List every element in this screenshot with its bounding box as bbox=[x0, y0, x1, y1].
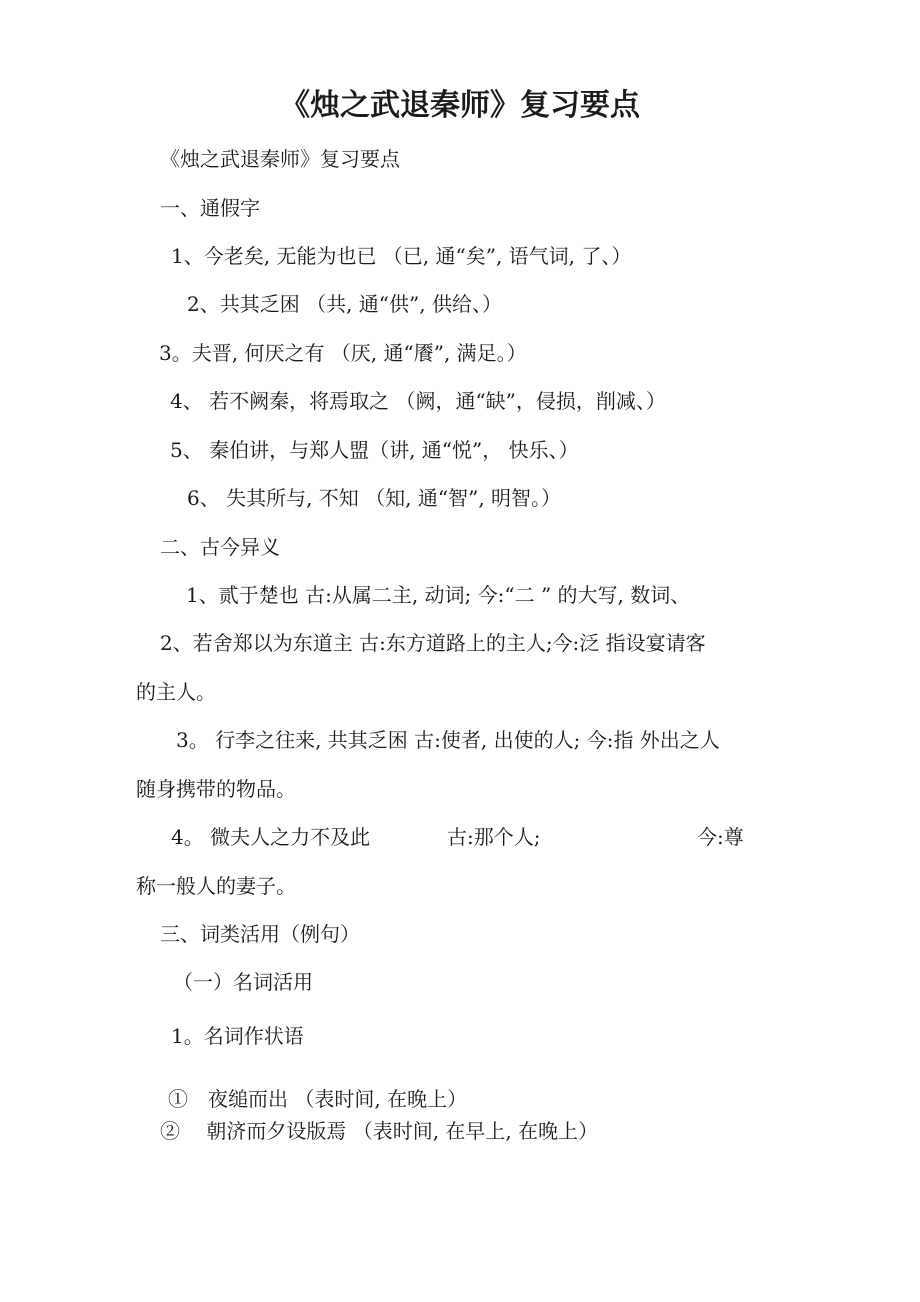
example-1: ① 夜缒而出 （表时间, 在晚上） bbox=[168, 1087, 468, 1111]
gujinyiyi-item-4: 4。 微夫人之力不及此 bbox=[171, 825, 371, 849]
example-2: ② 朝济而夕设版焉 （表时间, 在早上, 在晚上） bbox=[160, 1119, 599, 1143]
page-title: 《烛之武退秦师》复习要点 bbox=[280, 88, 640, 123]
gujinyiyi-item-4-gu: 古:那个人; bbox=[447, 825, 541, 849]
gujinyiyi-item-2-cont: 的主人。 bbox=[136, 680, 216, 704]
gujinyiyi-item-2: 2、若舍郑以为东道主 古:东方道路上的主人;今:泛 指设宴请客 bbox=[160, 631, 706, 655]
section-heading-cileihuoyong: 三、词类活用（例句） bbox=[160, 922, 360, 946]
gujinyiyi-item-4-cont: 称一般人的妻子。 bbox=[136, 874, 296, 898]
tongjiazi-item-2: 2、共其乏困 （共, 通“供”, 供给、） bbox=[187, 292, 502, 316]
tongjiazi-item-5: 5、 秦伯讲，与郑人盟（讲, 通“悦”， 快乐、） bbox=[170, 438, 579, 462]
section-heading-tongjiazi: 一、通假字 bbox=[160, 196, 260, 220]
gujinyiyi-item-1: 1、贰于楚也 古:从属二主, 动词; 今:“二 ” 的大写, 数词、 bbox=[186, 583, 691, 607]
tongjiazi-item-1: 1、今老矣, 无能为也已 （已, 通“矣”, 语气词, 了、） bbox=[171, 244, 632, 268]
section-heading-gujinyiyi: 二、古今异义 bbox=[160, 535, 280, 559]
gujinyiyi-item-3: 3。 行李之往来, 共其乏困 古:使者, 出使的人; 今:指 外出之人 bbox=[176, 728, 720, 752]
gujinyiyi-item-3-cont: 随身携带的物品。 bbox=[136, 777, 296, 801]
gujinyiyi-item-4-jin: 今:尊 bbox=[697, 825, 744, 849]
subsection-mingci: （一）名词活用 bbox=[173, 970, 313, 994]
tongjiazi-item-6: 6、 失其所与, 不知 （知, 通“智”, 明智。） bbox=[187, 486, 562, 510]
tongjiazi-item-3: 3。夫晋, 何厌之有 （厌, 通“餍”, 满足。） bbox=[159, 341, 527, 365]
subtitle: 《烛之武退秦师》复习要点 bbox=[160, 147, 400, 171]
point-mingci-zuozhuangyu: 1。名词作状语 bbox=[171, 1024, 304, 1048]
tongjiazi-item-4: 4、 若不阙秦，将焉取之 （阙，通“缺”，侵损，削减、） bbox=[170, 389, 666, 413]
